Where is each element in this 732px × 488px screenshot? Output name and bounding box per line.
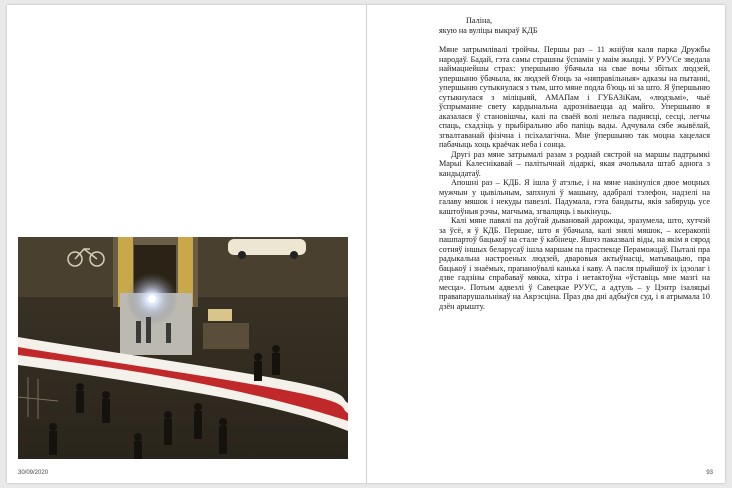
left-page (7, 5, 366, 483)
article-title (439, 16, 710, 35)
article (439, 16, 710, 311)
paragraph-2: Другі раз мяне затрымалі разам з роднай сястрой на маршы падтрымкі Марыі Калеснікавай – палітычнай лідаркі, якая ачольвала штаб аднога з кандыдатаў. (439, 149, 710, 178)
protest-photo (18, 237, 348, 459)
right-page (367, 5, 725, 483)
protest-photo-illustration (18, 237, 348, 459)
paragraph-1: Мяне затрымлівалі тройчы. Першы раз – 11 жніўня каля парка Дружбы народаў. Бадай, гэта самы страшны ўспамін у маім жыцці. У РУУСе зведала наймацнейшы страх: упершыню ўбачыла на сваe вочы збітых людзей, упершыню ўбачыла, як людзей б'юць за «няправільныя» адказы на пытанні, упершыню сутыкнулася з тым, што мяне подла б'юць ні за што. Я ўпершыню сутыкнулася з міліцыяй, АМАПам і ГУБАЗіКам, «людзьмі», чыё ўспрыманне свету кардынальна адрозніваецца ад майго. Упершыню я аказалася ў становішчы, калі па сваёй волі нельга паднясці, сесці, легчы спаць, схадзіць у прыбіральню або папіць вады. Адчувала сябе жывёлай, згвалтаванай фізічна і псіхалагічна. Мне ўпершыню так моцна хацелася пабачыць хоць краёчак неба і сонца. (439, 45, 710, 149)
kiosk (203, 323, 249, 349)
right-folio: 93 (706, 470, 713, 476)
paragraph-4: Калі мяне павялі па доўгай дывановай дарожцы, зразумела, што, хутчэй за ўсё, я ў КДБ. Першае, што я ўбачыла, калі знялі мяшок, – ксеракопіі пашпартоў бацькоў на стале ў кабінеце. Яшчэ паказвалі віды, на якім я сярод сотняў іншых беларусаў ішла маршам па праспекце Пераможцаў. Пыталі пра радыкальна настроеных людзей, дваровыя актыўнасці, матывацыю, пра бацькоў і знаёмых, прапаноўвалі канька і каву. А пасля прыйшоў іх ідэолаг і дзве гадзіны спрабаваў мякка, хітра і нетактоўна «ўставіць мне мазгі на месца». Потым адвезлі ў Савецкае РУУС, а адтуль – у Цэнтр ізаляцыі правапарушальнікаў на Акрэсціна. Праз два дні адбыўся суд, і я атрымала 10 дзён арышту. (439, 216, 710, 311)
left-folio: 30/09/2020 (18, 470, 49, 476)
kiosk-sign (208, 309, 232, 321)
magazine-spread (7, 5, 725, 483)
paragraph-3: Апошні раз – КДБ. Я ішла ў атэлье, і на мяне накінуліся двое моцных мужчын у цывільным, запхнулі ў машыну, адабралі тэлефон, надзелі на галаву мяшок і некуды павезлі. Падумала, гэта бандыты, якія забяруць усе каштоўныя рэчы, магчыма, згвалцяць і выкінуць. (439, 178, 710, 216)
flashlight-icon (148, 295, 156, 303)
title-name: Паліна, (466, 16, 493, 25)
title-subtitle: якую на вуліцы выкраў КДБ (439, 25, 538, 35)
